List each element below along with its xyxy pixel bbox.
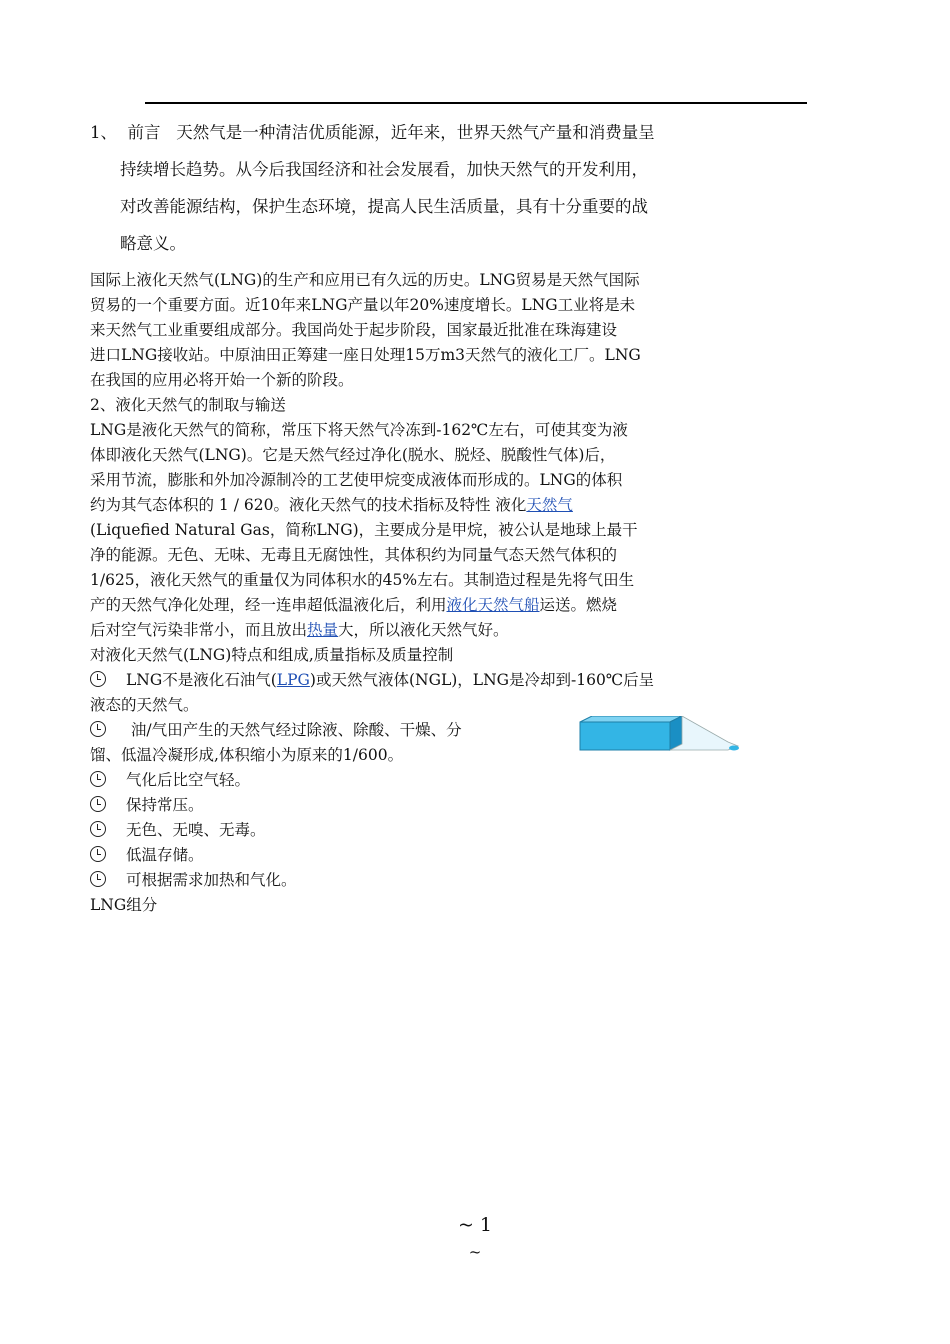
bullet-continuation: 馏、低温冷凝形成,体积缩小为原来的1/600。 <box>90 746 404 764</box>
bullet-text: 无色、无嗅、无毒。 <box>126 821 266 839</box>
bullet-text: 保持常压。 <box>126 796 204 814</box>
bullet-text: 油/气田产生的天然气经过除液、除酸、干燥、分 <box>126 721 462 739</box>
header-rule <box>145 102 807 104</box>
paragraph-line: 进口LNG接收站。中原油田正筹建一座日处理15万m3天然气的液化工厂。LNG <box>90 346 641 364</box>
lng-tank-icon <box>578 716 746 752</box>
page-number: ~ 1 <box>457 1214 493 1236</box>
clock-icon <box>90 821 106 837</box>
page-number-tail: ~ <box>468 1243 482 1261</box>
features-title: 对液化天然气(LNG)特点和组成,质量指标及质量控制 <box>90 646 454 664</box>
paragraph-text: 后对空气污染非常小，而且放出 <box>90 621 308 639</box>
paragraph-line: 贸易的一个重要方面。近10年来LNG产量以年20%速度增长。LNG工业将是未 <box>90 296 636 314</box>
natural-gas-link[interactable]: 天然气 <box>526 496 573 514</box>
lng-ship-link[interactable]: 液化天然气船 <box>446 596 540 614</box>
paragraph-line: 1/625，液化天然气的重量仅为同体积水的45%左右。其制造过程是先将气田生 <box>90 571 635 589</box>
intro-section <box>90 120 790 268</box>
paragraph-line: 来天然气工业重要组成部分。我国尚处于起步阶段，国家最近批准在珠海建设 <box>90 321 618 339</box>
intro-heading: 前言 <box>127 123 161 142</box>
clock-icon <box>90 721 106 737</box>
bullet-text: LNG不是液化石油气( <box>126 671 277 689</box>
paragraph-line <box>90 493 748 518</box>
bullet-item <box>90 793 748 818</box>
paragraph-text: 大，所以液化天然气好。 <box>338 621 509 639</box>
paragraph-line: (Liquefied Natural Gas，简称LNG)，主要成分是甲烷，被公认是地球上最干 <box>90 521 638 539</box>
intro-number: 1、 <box>90 123 117 142</box>
international-paragraph <box>90 268 748 918</box>
paragraph-line: 采用节流，膨胀和外加冷源制冷的工艺使甲烷变成液体而形成的。LNG的体积 <box>90 471 623 489</box>
bullet-item <box>90 818 748 843</box>
bullet-item <box>90 843 748 868</box>
paragraph-text: 运送。燃烧 <box>539 596 618 614</box>
paragraph-text: 约为其气态体积的 1 / 620。液化天然气的技术指标及特性 液化 <box>90 496 527 514</box>
bullet-text: 可根据需求加热和气化。 <box>126 871 297 889</box>
bullet-text: )或天然气液体(NGL)，LNG是冷却到-160℃后呈 <box>309 671 655 689</box>
intro-line-2: 持续增长趋势。从今后我国经济和社会发展看，加快天然气的开发利用， <box>120 160 648 179</box>
clock-icon <box>90 796 106 812</box>
clock-icon <box>90 771 106 787</box>
bullet-item <box>90 668 748 693</box>
paragraph-line: 净的能源。无色、无味、无毒且无腐蚀性，其体积约为同量气态天然气体积的 <box>90 546 618 564</box>
bullet-text: 气化后比空气轻。 <box>126 771 251 789</box>
lng-composition-heading: LNG组分 <box>90 896 158 914</box>
clock-icon <box>90 671 106 687</box>
heat-link[interactable]: 热量 <box>307 621 339 639</box>
paragraph-line: 国际上液化天然气(LNG)的生产和应用已有久远的历史。LNG贸易是天然气国际 <box>90 271 640 289</box>
paragraph-line: 在我国的应用必将开始一个新的阶段。 <box>90 371 354 389</box>
clock-icon <box>90 871 106 887</box>
bullet-item <box>90 868 748 893</box>
bullet-item <box>90 768 748 793</box>
paragraph-line <box>90 593 748 618</box>
lpg-link[interactable]: LPG <box>276 671 310 689</box>
paragraph-line <box>90 618 748 643</box>
paragraph-line: LNG是液化天然气的简称，常压下将天然气冷冻到-162℃左右，可使其变为液 <box>90 421 628 439</box>
intro-text: 天然气是一种清洁优质能源，近年来，世界天然气产量和消费量呈 <box>176 123 655 142</box>
intro-line-3: 对改善能源结构，保护生态环境，提高人民生活质量，具有十分重要的战 <box>120 197 648 216</box>
section-2-title: 2、液化天然气的制取与输送 <box>90 396 286 414</box>
paragraph-text: 产的天然气净化处理，经一连串超低温液化后，利用 <box>90 596 447 614</box>
intro-line-4: 略意义。 <box>120 234 186 253</box>
intro-line-1 <box>90 120 790 157</box>
bullet-text: 低温存储。 <box>126 846 204 864</box>
bullet-continuation: 液态的天然气。 <box>90 696 199 714</box>
clock-icon <box>90 846 106 862</box>
paragraph-line: 体即液化天然气(LNG)。它是天然气经过净化(脱水、脱烃、脱酸性气体)后， <box>90 446 616 464</box>
